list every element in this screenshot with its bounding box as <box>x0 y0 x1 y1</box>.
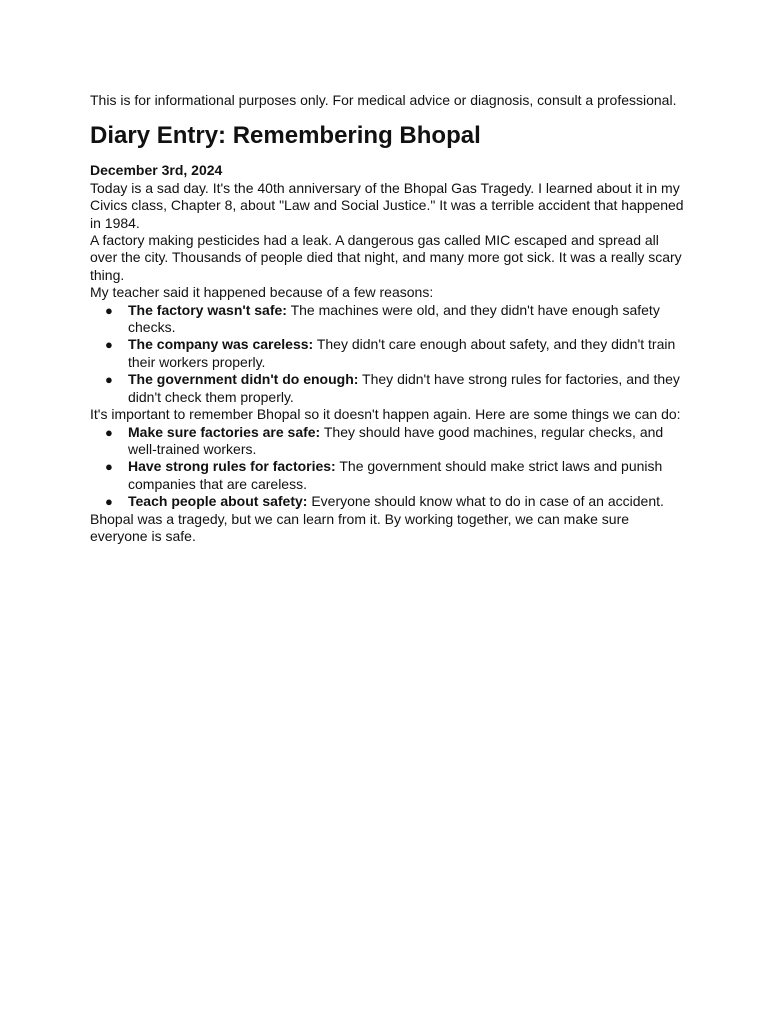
list-item <box>90 424 690 459</box>
list-item <box>90 458 690 493</box>
list-item-text: They didn't have strong rules for factories, and they didn't check them properly. <box>128 371 680 405</box>
paragraph-remember-intro: It's important to remember Bhopal so it doesn't happen again. Here are some things we can do: <box>90 406 681 423</box>
list-item <box>90 493 690 510</box>
list-item-text: The government should make strict laws and punish companies that are careless. <box>128 458 663 492</box>
reasons-list <box>90 302 690 406</box>
list-item-text: They didn't care enough about safety, and they didn't train their workers properly. <box>128 336 676 370</box>
actions-list <box>90 424 690 511</box>
bullet-icon: ● <box>105 372 113 388</box>
list-item <box>90 371 690 406</box>
paragraph-intro: Today is a sad day. It's the 40th anniversary of the Bhopal Gas Tragedy. I learned about it in my Civics class, Chapter 8, about "Law and Social Justice." It was a terrible accident that happened in 1984. <box>90 179 684 231</box>
list-item-heading: The company was careless: <box>128 336 314 353</box>
bullet-icon: ● <box>105 337 113 353</box>
list-item <box>90 302 690 337</box>
list-item-heading: Teach people about safety: <box>128 493 308 510</box>
list-item <box>90 336 690 371</box>
paragraph-reasons-intro: My teacher said it happened because of a few reasons: <box>90 284 434 301</box>
list-item-text: The machines were old, and they didn't have enough safety checks. <box>128 301 660 336</box>
bullet-icon: ● <box>105 424 113 440</box>
paragraph-closing: Bhopal was a tragedy, but we can learn from it. By working together, we can make sure everyone is safe. <box>90 510 630 544</box>
list-item-text: They should have good machines, regular checks, and well-trained workers. <box>128 423 664 457</box>
page-title: Diary Entry: Remembering Bhopal <box>90 122 481 150</box>
list-item-text: Everyone should know what to do in case of an accident. <box>307 493 664 510</box>
bullet-icon: ● <box>105 494 113 510</box>
paragraph-leak: A factory making pesticides had a leak. A dangerous gas called MIC escaped and spread all over the city. Thousands of people died that night, and many more got sick. It was a really scary thing. <box>90 232 682 283</box>
bullet-icon: ● <box>105 302 113 318</box>
list-item-heading: Make sure factories are safe: <box>128 423 321 440</box>
list-item-heading: The government didn't do enough: <box>128 371 359 388</box>
list-item-heading: The factory wasn't safe: <box>128 301 287 318</box>
list-item-heading: Have strong rules for factories: <box>128 458 336 475</box>
disclaimer-text: This is for informational purposes only. For medical advice or diagnosis, consult a professional. <box>90 92 677 108</box>
bullet-icon: ● <box>105 459 113 475</box>
document-page <box>90 92 690 545</box>
entry-date: December 3rd, 2024 <box>90 162 223 179</box>
